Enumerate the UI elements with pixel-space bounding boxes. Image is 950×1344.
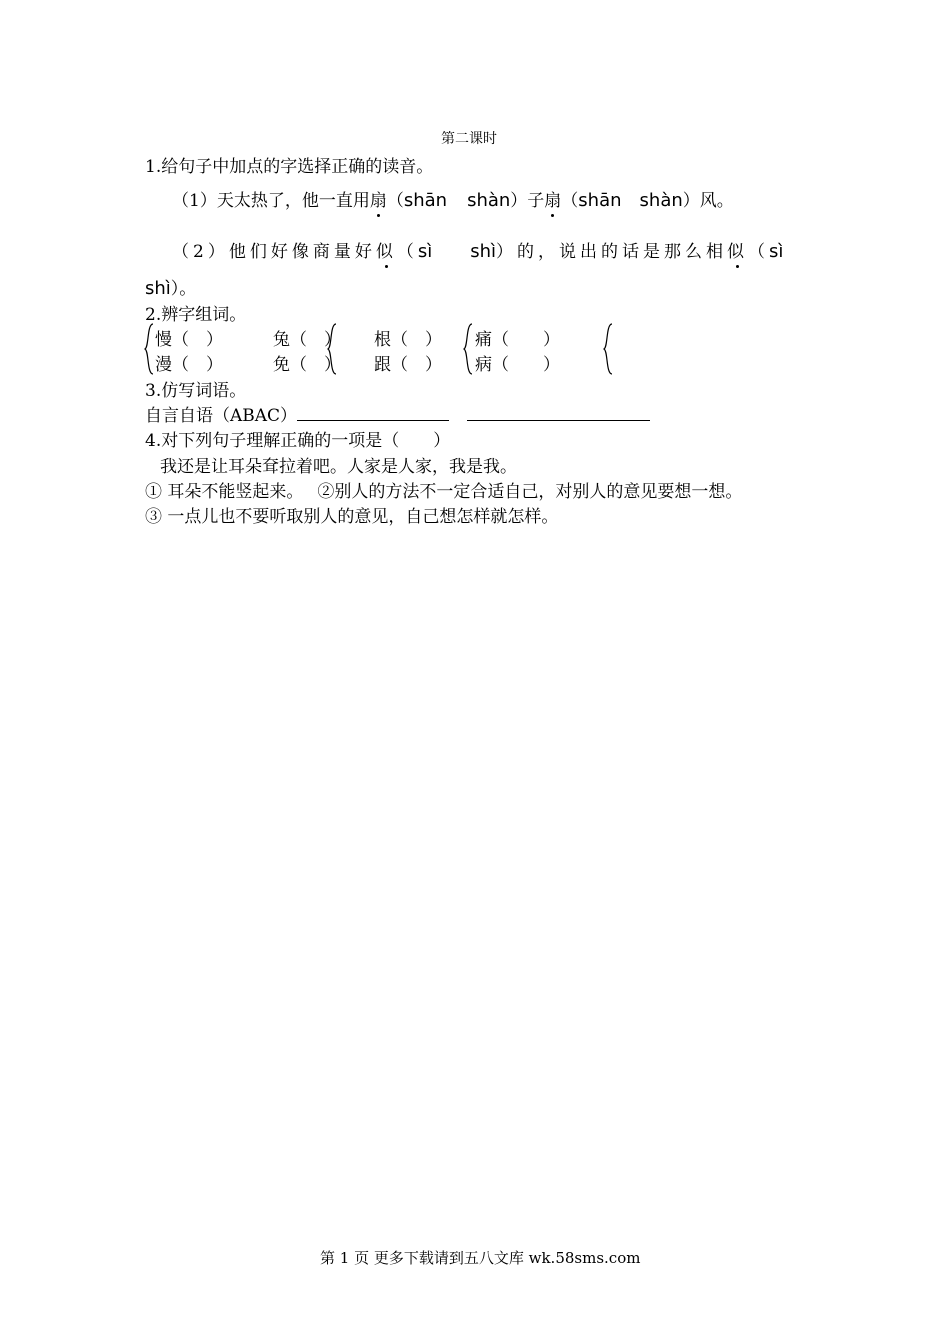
q2-group-4-top: 痛（ ） xyxy=(475,330,560,350)
q1-s2-pinyin-1b: shì xyxy=(470,241,497,262)
page-title: 第二课时 xyxy=(441,131,497,147)
q1-s1-paren-close-2: ）风。 xyxy=(682,191,734,211)
q1-s1-pinyin-2b: shàn xyxy=(639,190,683,211)
q1-s2-dotted-char-1: 似 xyxy=(376,237,397,262)
q1-s2-paren-open-2: （ xyxy=(748,242,770,262)
q1-s1-text-a: （1）天太热了，他一直用 xyxy=(172,191,370,211)
q1-s1-pinyin-2a: shān xyxy=(578,190,622,211)
brace-icon xyxy=(144,323,154,375)
q1-s1-dotted-char-1: 扇 xyxy=(370,186,387,211)
q1-s2-dotted-char-2: 似 xyxy=(727,237,748,262)
q4-options-row-1 xyxy=(145,477,742,502)
q1-s1-paren-close-1: ）子 xyxy=(510,191,545,211)
q2-group-1-bottom: 漫（ ） xyxy=(155,355,223,375)
q1-s1-pinyin-1a: shān xyxy=(403,190,448,211)
q1-s1-paren-open-2: （ xyxy=(561,191,579,211)
q2-group-3-top: 根（ ） xyxy=(374,330,442,350)
page-footer: 第 1 页 更多下载请到五八文库 wk.58sms.com xyxy=(320,1249,641,1267)
q1-s2-pinyin-2a: sì xyxy=(769,241,784,262)
answer-blank-2[interactable] xyxy=(467,405,650,421)
q2-group-1-top: 慢（ ） xyxy=(155,330,223,350)
q1-s2-paren-open-1: （ xyxy=(396,242,418,262)
q1-s1-paren-open-1: （ xyxy=(386,191,404,211)
q4-sentence: 我还是让耳朵耷拉着吧。人家是人家，我是我。 xyxy=(160,457,517,477)
q3-line xyxy=(145,401,650,426)
q4-option-3: ③ 一点儿也不要听取别人的意见，自己想怎样就怎样。 xyxy=(145,507,559,527)
q2-group-2-top: 兔（ ） xyxy=(273,330,341,350)
q1-sentence-2-wrap xyxy=(145,274,196,299)
q2-group-2-bottom: 免（ ） xyxy=(273,355,341,375)
q2-heading: 2.辨字组词。 xyxy=(145,305,247,325)
q1-s2-text-end: ）。 xyxy=(170,279,197,299)
q1-s2-text-a: （2）他们好像商量好 xyxy=(172,242,376,262)
q1-sentence-1 xyxy=(172,186,734,211)
q2-group-3-bottom: 跟（ ） xyxy=(374,355,442,375)
q1-s2-text-mid: ）的，说出的话是那么相 xyxy=(496,242,728,262)
q4-option-2: ②别人的方法不一定合适自己，对别人的意见要想一想。 xyxy=(317,482,743,502)
q4-option-1: ① 耳朵不能竖起来。 xyxy=(145,482,304,502)
q3-heading: 3.仿写词语。 xyxy=(145,381,247,401)
q1-heading: 1.给句子中加点的字选择正确的读音。 xyxy=(145,157,434,177)
q3-example: 自言自语（ABAC） xyxy=(145,406,298,426)
q1-s1-pinyin-1b: shàn xyxy=(467,190,511,211)
q1-s2-pinyin-2b: shì xyxy=(145,278,171,299)
q2-group-4-bottom: 病（ ） xyxy=(475,355,560,375)
q1-s2-pinyin-1a: sì xyxy=(417,241,433,262)
q1-sentence-2 xyxy=(172,237,783,262)
answer-blank-1[interactable] xyxy=(297,405,449,421)
brace-icon xyxy=(603,323,613,375)
q1-s1-dotted-char-2: 扇 xyxy=(544,186,561,211)
q4-heading: 4.对下列句子理解正确的一项是（ ） xyxy=(145,431,451,451)
brace-icon xyxy=(463,323,473,375)
